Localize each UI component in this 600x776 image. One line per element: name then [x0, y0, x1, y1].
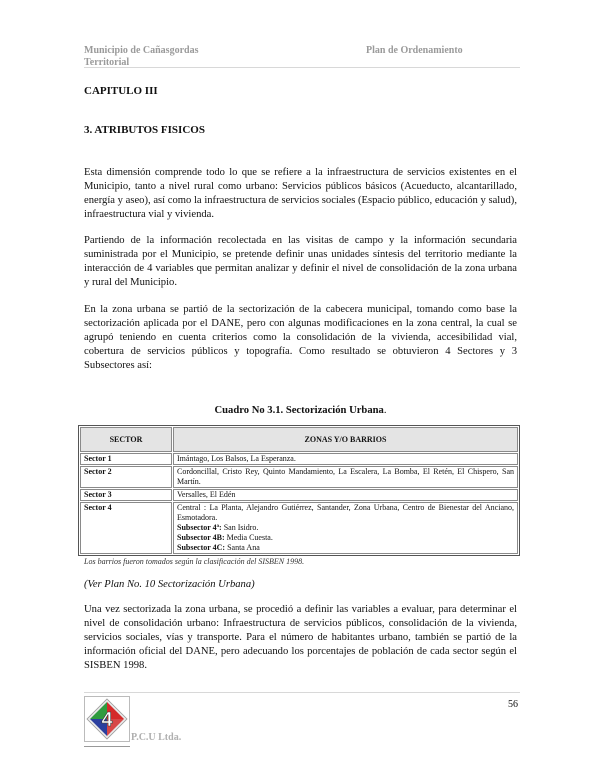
header-divider — [84, 67, 520, 68]
zonas-cell: Imántago, Los Balsos, La Esperanza. — [173, 453, 518, 465]
table-row — [80, 466, 518, 488]
header-plan: Plan de Ordenamiento — [366, 45, 463, 56]
table-row — [80, 489, 518, 501]
subsector-value: Santa Ana — [225, 543, 260, 552]
table-header-row — [80, 427, 518, 452]
zonas-cell: Versalles, El Edén — [173, 489, 518, 501]
paragraph-3: En la zona urbana se partió de la sectorización de la cabecera municipal, tomando como base la sectorización aplicada por el DANE, pero con algunas modificaciones en la zona central, la cual se agrupó teniendo en cuenta criterios como la consolidación de la vivienda, accesibilidad vial, cobertura de servicios públicos y topografía. Como resultado se obtuvieron 4 Sectores y 3 Subsectores así: — [84, 304, 517, 371]
page-number: 56 — [508, 699, 518, 710]
table-caption-dot: . — [383, 405, 387, 416]
table-caption — [84, 405, 517, 416]
paragraph-2: Partiendo de la información recolectada en las visitas de campo y la información secundaria suministrada por el Municipio, se pretende definir unas unidades síntesis del territorio mediante la interacción de 4 variables que permitan analizar y definir el nivel de consolidación de la zona urbana y rural del Municipio. — [84, 235, 517, 288]
subsector-value: San Isidro. — [221, 523, 259, 532]
table-caption-text: Cuadro No 3.1. Sectorización Urbana — [214, 405, 384, 416]
paragraph-4: Una vez sectorizada la zona urbana, se procedió a definir las variables a evaluar, para determinar el nivel de consolidación urbano: Infraestructura de servicios públicos, consolidación de la vivienda, servicios sociales, vías y transporte. Para el número de habitantes urbano, también se partió de la información oficial del DANE, pero adecuando los porcentajes de población de cada sector según el SISBEN 1998. — [84, 604, 517, 671]
subsector-4b — [177, 533, 514, 543]
table-row — [80, 502, 518, 554]
section-title: 3. ATRIBUTOS FISICOS — [84, 124, 205, 136]
subsector-value: Media Cuesta. — [224, 533, 273, 542]
subsector-label: Subsector 4C: — [177, 543, 226, 552]
sector-cell: Sector 2 — [80, 466, 172, 488]
chapter-title: CAPITULO III — [84, 85, 158, 97]
company-name: P.C.U Ltda. — [131, 732, 182, 743]
zonas-cell — [173, 502, 518, 554]
table-row — [80, 453, 518, 465]
pcu-logo-icon — [84, 696, 130, 742]
col-zonas-header: ZONAS Y/O BARRIOS — [173, 427, 518, 452]
subsector-4c — [177, 543, 514, 553]
sector-cell: Sector 4 — [80, 502, 172, 554]
subsector-label: Subsector 4B: — [177, 533, 225, 542]
footer-divider — [84, 692, 520, 693]
sector-cell: Sector 1 — [80, 453, 172, 465]
subsector-label: Subsector 4ª: — [177, 523, 222, 532]
zonas-cell: Cordoncillal, Cristo Rey, Quinto Mandamiento, La Escalera, La Bomba, El Retén, El Chispero, San Martín. — [173, 466, 518, 488]
sector-cell: Sector 3 — [80, 489, 172, 501]
logo-text: 4 — [101, 709, 113, 731]
col-sector-header: SECTOR — [80, 427, 172, 452]
table-source-note: Los barrios fueron tomados según la clasificación del SISBEN 1998. — [84, 557, 305, 566]
paragraph-1: Esta dimensión comprende todo lo que se refiere a la infraestructura de servicios existentes en el Municipio, tanto a nivel rural como urbano: Servicios públicos básicos (Acueducto, alcantarillado, energía y aseo), así como la infraestructura de servicios sociales (Espacio público, educación y salud), infraestructura vial y vivienda. — [84, 167, 517, 220]
header-municipality: Municipio de Cañasgordas — [84, 45, 199, 56]
logo-divider — [84, 746, 130, 747]
plan-reference: (Ver Plan No. 10 Sectorización Urbana) — [84, 579, 255, 590]
subsector-4a — [177, 523, 514, 533]
header-territorial: Territorial — [84, 57, 130, 68]
sector-4-central: Central : La Planta, Alejandro Gutiérrez, Santander, Zona Urbana, Centro de Bienestar del Anciano, Esmotadora. — [177, 503, 514, 522]
sector-table — [78, 425, 520, 556]
